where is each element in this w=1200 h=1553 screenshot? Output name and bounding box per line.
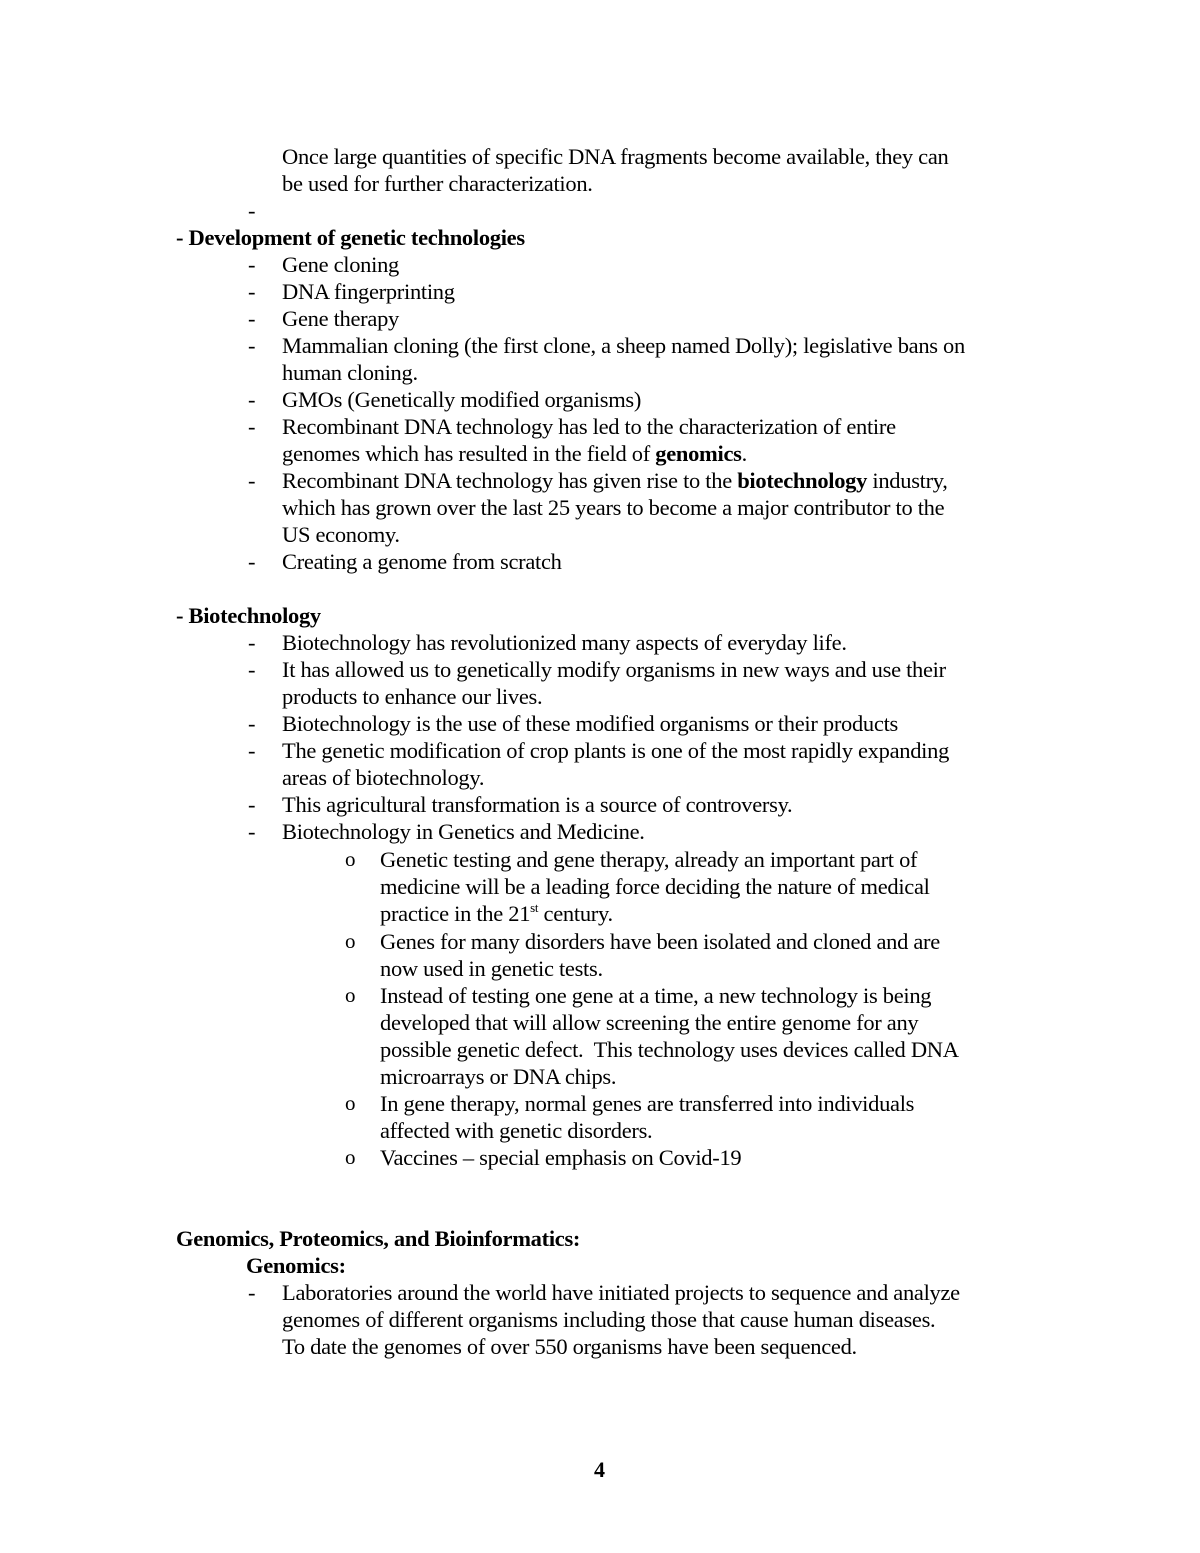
subitem-5: Vaccines – special emphasis on Covid-19 <box>380 1145 742 1170</box>
bullet-dash: - <box>248 819 256 844</box>
text-run: practice in the 21 <box>380 901 531 926</box>
genomics-item-line-2: genomes of different organisms including those that cause human diseases. <box>282 1307 936 1332</box>
dev-item-genome-scratch: Creating a genome from scratch <box>282 549 562 574</box>
text-run: . <box>741 441 747 466</box>
intro-line-1: Once large quantities of specific DNA fragments become available, they can <box>282 144 949 169</box>
bullet-dash: - <box>248 630 256 655</box>
dev-item-biotech-industry-line-3: US economy. <box>282 522 400 547</box>
dev-item-mammalian-cloning-line-2: human cloning. <box>282 360 418 385</box>
subitem-3-line-2: developed that will allow screening the entire genome for any <box>380 1010 919 1035</box>
biotech-item-3: Biotechnology is the use of these modified organisms or their products <box>282 711 898 736</box>
bullet-dash: - <box>248 792 256 817</box>
bullet-dash: - <box>248 468 256 493</box>
text-run: genomes which has resulted in the field of <box>282 441 656 466</box>
subitem-2-line-1: Genes for many disorders have been isolated and cloned and are <box>380 929 940 954</box>
dev-item-gmos: GMOs (Genetically modified organisms) <box>282 387 642 412</box>
biotech-item-1: Biotechnology has revolutionized many aspects of everyday life. <box>282 630 847 655</box>
bullet-dash: - <box>248 387 256 412</box>
dev-item-biotech-industry-line-1 <box>282 467 948 494</box>
bullet-dash: - <box>248 306 256 331</box>
dev-item-recombinant-genomics-line-1: Recombinant DNA technology has led to the characterization of entire <box>282 414 896 439</box>
section-heading-biotechnology: - Biotechnology <box>176 603 321 628</box>
subitem-3-line-3: possible genetic defect. This technology uses devices called DNA <box>380 1037 959 1062</box>
intro-line-2: be used for further characterization. <box>282 171 593 196</box>
dev-item-mammalian-cloning-line-1: Mammalian cloning (the first clone, a sheep named Dolly); legislative bans on <box>282 333 965 358</box>
subitem-1-line-2: medicine will be a leading force deciding the nature of medical <box>380 874 930 899</box>
subitem-2-line-2: now used in genetic tests. <box>380 956 603 981</box>
empty-bullet-dash: - <box>248 198 256 223</box>
sub-bullet-o: o <box>345 847 356 871</box>
subheading-genomics: Genomics: <box>246 1253 346 1278</box>
bold-term-genomics: genomics <box>655 441 742 466</box>
subitem-1-line-3 <box>380 900 613 927</box>
sub-bullet-o: o <box>345 1091 356 1115</box>
bold-term-biotechnology: biotechnology <box>737 468 868 493</box>
bullet-dash: - <box>248 657 256 682</box>
biotech-item-4-line-1: The genetic modification of crop plants is one of the most rapidly expanding <box>282 738 950 763</box>
subitem-3-line-1: Instead of testing one gene at a time, a new technology is being <box>380 983 932 1008</box>
biotech-item-6: Biotechnology in Genetics and Medicine. <box>282 819 645 844</box>
sub-bullet-o: o <box>345 1145 356 1169</box>
subitem-4-line-1: In gene therapy, normal genes are transferred into individuals <box>380 1091 915 1116</box>
bullet-dash: - <box>248 252 256 277</box>
biotech-item-2-line-1: It has allowed us to genetically modify organisms in new ways and use their <box>282 657 946 682</box>
subitem-1-line-1: Genetic testing and gene therapy, already an important part of <box>380 847 918 872</box>
genomics-item-line-1: Laboratories around the world have initiated projects to sequence and analyze <box>282 1280 960 1305</box>
biotech-item-2-line-2: products to enhance our lives. <box>282 684 543 709</box>
subitem-4-line-2: affected with genetic disorders. <box>380 1118 653 1143</box>
text-run: century. <box>538 901 613 926</box>
dev-item-biotech-industry-line-2: which has grown over the last 25 years to become a major contributor to the <box>282 495 945 520</box>
subitem-3-line-4: microarrays or DNA chips. <box>380 1064 617 1089</box>
dev-item-dna-fingerprinting: DNA fingerprinting <box>282 279 455 304</box>
bullet-dash: - <box>248 711 256 736</box>
sub-bullet-o: o <box>345 929 356 953</box>
biotech-item-4-line-2: areas of biotechnology. <box>282 765 485 790</box>
bullet-dash: - <box>248 738 256 763</box>
text-run: Recombinant DNA technology has given rise to the <box>282 468 738 493</box>
genomics-item-line-3: To date the genomes of over 550 organisms have been sequenced. <box>282 1334 857 1359</box>
sub-bullet-o: o <box>345 983 356 1007</box>
page-number: 4 <box>594 1457 605 1482</box>
bullet-dash: - <box>248 549 256 574</box>
section-heading-development: - Development of genetic technologies <box>176 225 525 250</box>
bullet-dash: - <box>248 333 256 358</box>
section-heading-gpb: Genomics, Proteomics, and Bioinformatics: <box>176 1226 581 1251</box>
bullet-dash: - <box>248 1280 256 1305</box>
bullet-dash: - <box>248 279 256 304</box>
superscript: st <box>530 900 539 915</box>
text-run: industry, <box>867 468 948 493</box>
dev-item-recombinant-genomics-line-2 <box>282 440 747 467</box>
dev-item-gene-therapy: Gene therapy <box>282 306 399 331</box>
biotech-item-5: This agricultural transformation is a source of controversy. <box>282 792 793 817</box>
bullet-dash: - <box>248 414 256 439</box>
dev-item-gene-cloning: Gene cloning <box>282 252 399 277</box>
